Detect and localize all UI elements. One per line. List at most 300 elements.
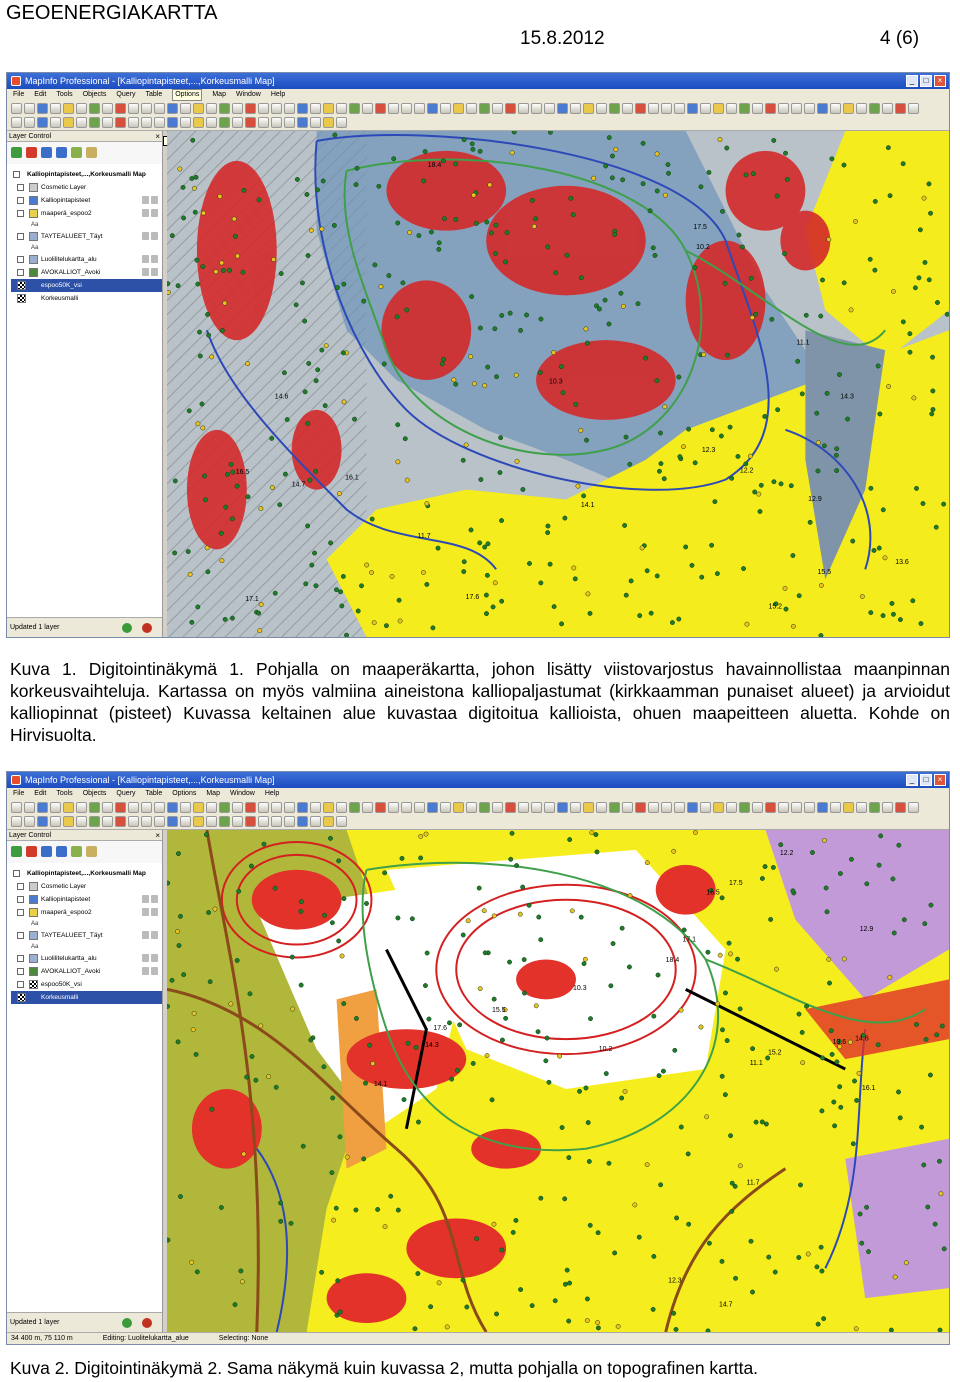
close-icon[interactable]: ×: [155, 132, 160, 141]
toolbar-button[interactable]: [570, 802, 581, 813]
toolbar-button[interactable]: [245, 802, 256, 813]
toolbar-button[interactable]: [284, 103, 295, 114]
minimize-button[interactable]: _: [906, 774, 918, 786]
toolbar-button[interactable]: [453, 802, 464, 813]
toolbar-button[interactable]: [336, 802, 347, 813]
toolbar-button[interactable]: [37, 816, 48, 827]
toolbar-button[interactable]: [466, 103, 477, 114]
toolbar-button[interactable]: [791, 103, 802, 114]
toolbar-button[interactable]: [50, 103, 61, 114]
toolbar-button[interactable]: [908, 103, 919, 114]
add-layer-icon[interactable]: [11, 147, 22, 158]
visibility-checkbox[interactable]: [17, 955, 24, 962]
toolbar-button[interactable]: [440, 802, 451, 813]
toolbar-button[interactable]: [375, 802, 386, 813]
bedrock-point-marker: [594, 832, 598, 836]
toolbar-button[interactable]: [908, 802, 919, 813]
map-window-1[interactable]: [167, 131, 949, 637]
menu-table[interactable]: Table: [145, 91, 163, 98]
visibility-checkbox[interactable]: [17, 184, 24, 191]
menu-window[interactable]: Window: [229, 790, 255, 797]
toolbar-button[interactable]: [154, 802, 165, 813]
toolbar-button[interactable]: [115, 816, 126, 827]
toolbar-button[interactable]: [882, 103, 893, 114]
toolbar-button[interactable]: [271, 117, 282, 128]
toolbar-button[interactable]: [869, 802, 880, 813]
toolbar-button[interactable]: [336, 117, 347, 128]
toolbar-button[interactable]: [505, 802, 516, 813]
toolbar-button[interactable]: [531, 103, 542, 114]
toolbar-button[interactable]: [193, 802, 204, 813]
ok-icon[interactable]: [122, 623, 132, 633]
remove-layer-icon[interactable]: [26, 846, 37, 857]
toolbar-button[interactable]: [388, 802, 399, 813]
visibility-checkbox[interactable]: [17, 932, 24, 939]
toolbar-button[interactable]: [479, 103, 490, 114]
toolbar-button[interactable]: [323, 117, 334, 128]
toolbar-button[interactable]: [271, 816, 282, 827]
close-icon[interactable]: ×: [155, 831, 160, 840]
toolbar-button[interactable]: [219, 103, 230, 114]
toolbar-button[interactable]: [206, 816, 217, 827]
layer-label: espoo50K_vsi: [41, 981, 82, 988]
toolbar-button[interactable]: [258, 103, 269, 114]
bedrock-point-marker: [800, 1030, 804, 1034]
toolbar-button[interactable]: [635, 103, 646, 114]
bedrock-point-marker: [648, 209, 652, 213]
topographic-map[interactable]: [167, 830, 949, 1332]
toolbar-button[interactable]: [674, 103, 685, 114]
toolbar-button[interactable]: [24, 103, 35, 114]
toolbar-button[interactable]: [258, 117, 269, 128]
layer-item[interactable]: [11, 929, 162, 942]
bedrock-point-marker: [462, 137, 466, 141]
toolbar-button[interactable]: [739, 802, 750, 813]
toolbar-button[interactable]: [427, 103, 438, 114]
toolbar-button[interactable]: [50, 117, 61, 128]
cancel-icon[interactable]: [142, 1318, 152, 1328]
visibility-checkbox[interactable]: [17, 256, 24, 263]
toolbar-button[interactable]: [76, 802, 87, 813]
toolbar-button[interactable]: [739, 103, 750, 114]
toolbar-button[interactable]: [154, 103, 165, 114]
layer-control-tools: [7, 142, 162, 164]
toolbar-button[interactable]: [102, 816, 113, 827]
bedrock-point-marker: [758, 509, 762, 513]
toolbar-button[interactable]: [388, 103, 399, 114]
toolbar-button[interactable]: [414, 802, 425, 813]
toolbar-button[interactable]: [336, 103, 347, 114]
toolbar-button[interactable]: [804, 103, 815, 114]
toolbar-button[interactable]: [882, 802, 893, 813]
display-options-icon[interactable]: [86, 147, 97, 158]
toolbar-button[interactable]: [843, 802, 854, 813]
toolbar-button[interactable]: [349, 103, 360, 114]
toolbar-button[interactable]: [843, 103, 854, 114]
toolbar-button[interactable]: [115, 103, 126, 114]
toolbar-button[interactable]: [297, 816, 308, 827]
menu-file[interactable]: File: [13, 790, 25, 797]
bedrock-point-marker: [784, 607, 788, 611]
toolbar-button[interactable]: [50, 802, 61, 813]
toolbar-button[interactable]: [765, 802, 776, 813]
toolbar-button[interactable]: [115, 802, 126, 813]
toolbar-button[interactable]: [141, 103, 152, 114]
visibility-checkbox[interactable]: [17, 210, 24, 217]
toolbar-button[interactable]: [557, 802, 568, 813]
layer-item[interactable]: [11, 965, 162, 978]
bedrock-point-marker: [324, 343, 328, 347]
toolbar-button[interactable]: [492, 802, 503, 813]
move-up-icon[interactable]: [41, 846, 52, 857]
toolbar-button[interactable]: [713, 103, 724, 114]
toolbar-button[interactable]: [544, 802, 555, 813]
toolbar-button[interactable]: [648, 103, 659, 114]
bedrock-point-marker: [331, 1218, 335, 1222]
toolbar-button[interactable]: [791, 802, 802, 813]
toolbar-button[interactable]: [401, 103, 412, 114]
move-up-icon[interactable]: [41, 147, 52, 158]
layer-item-selected[interactable]: [11, 991, 162, 1004]
toolbar-button[interactable]: [232, 802, 243, 813]
toolbar-button[interactable]: [89, 816, 100, 827]
toolbar-button[interactable]: [167, 816, 178, 827]
menu-options[interactable]: Options: [172, 790, 197, 797]
maximize-button[interactable]: □: [920, 774, 932, 786]
toolbar-button[interactable]: [245, 816, 256, 827]
toolbar-button[interactable]: [24, 802, 35, 813]
bedrock-point-marker: [470, 142, 474, 146]
move-down-icon[interactable]: [56, 846, 67, 857]
toolbar-button[interactable]: [180, 117, 191, 128]
toolbar-button[interactable]: [89, 802, 100, 813]
toolbar-button[interactable]: [167, 117, 178, 128]
bedrock-point-marker: [890, 601, 894, 605]
layer-map-root[interactable]: [11, 168, 162, 181]
toolbar-button[interactable]: [778, 103, 789, 114]
toolbar-button[interactable]: [63, 103, 74, 114]
toolbar-button[interactable]: [648, 802, 659, 813]
toolbar-button[interactable]: [752, 802, 763, 813]
toolbar-button[interactable]: [297, 103, 308, 114]
toolbar-button[interactable]: [518, 103, 529, 114]
toolbar-button[interactable]: [661, 802, 672, 813]
toolbar-button[interactable]: [674, 802, 685, 813]
menu-help[interactable]: Help: [270, 91, 286, 98]
toolbar-button[interactable]: [765, 103, 776, 114]
toolbar-button[interactable]: [206, 103, 217, 114]
menu-window[interactable]: Window: [235, 91, 261, 98]
toolbar-button[interactable]: [193, 117, 204, 128]
expand-icon[interactable]: [13, 870, 20, 877]
bedrock-point-marker: [651, 1307, 655, 1311]
toolbar-button[interactable]: [687, 802, 698, 813]
toolbar-button[interactable]: [609, 802, 620, 813]
menu-query[interactable]: Query: [116, 91, 136, 98]
visibility-checkbox[interactable]: [17, 197, 24, 204]
toolbar-button[interactable]: [297, 117, 308, 128]
toolbar-button[interactable]: [219, 802, 230, 813]
menu-file[interactable]: File: [13, 91, 25, 98]
toolbar-button[interactable]: [180, 103, 191, 114]
toolbar-button[interactable]: [141, 117, 152, 128]
toolbar-button[interactable]: [232, 816, 243, 827]
toolbar-button[interactable]: [193, 103, 204, 114]
maximize-button[interactable]: □: [920, 75, 932, 87]
toolbar-button[interactable]: [375, 103, 386, 114]
toolbar-button[interactable]: [219, 816, 230, 827]
toolbar-button[interactable]: [323, 103, 334, 114]
layer-item[interactable]: [11, 207, 162, 220]
toolbar-button[interactable]: [440, 103, 451, 114]
visibility-checkbox[interactable]: [17, 883, 24, 890]
toolbar-button[interactable]: [193, 816, 204, 827]
toolbar-button[interactable]: [726, 103, 737, 114]
toolbar-button[interactable]: [89, 117, 100, 128]
toolbar-button[interactable]: [479, 802, 490, 813]
toolbar-button[interactable]: [817, 802, 828, 813]
toolbar-button[interactable]: [583, 103, 594, 114]
bedrock-point-marker: [219, 1205, 223, 1209]
toolbar-button[interactable]: [557, 103, 568, 114]
layer-item[interactable]: [11, 230, 162, 243]
toolbar-button[interactable]: [570, 103, 581, 114]
toolbar-button[interactable]: [76, 816, 87, 827]
elevation-map[interactable]: [167, 131, 949, 637]
toolbar-button[interactable]: [102, 117, 113, 128]
menu-edit[interactable]: Edit: [34, 790, 47, 797]
toolbar-button[interactable]: [63, 117, 74, 128]
menu-edit[interactable]: Edit: [34, 91, 47, 98]
toolbar-button[interactable]: [24, 816, 35, 827]
toolbar-button[interactable]: [76, 103, 87, 114]
bedrock-point-marker: [815, 1265, 819, 1269]
toolbar-button[interactable]: [271, 802, 282, 813]
toolbar-button[interactable]: [414, 103, 425, 114]
toolbar-button[interactable]: [11, 117, 22, 128]
layer-properties-icon[interactable]: [71, 846, 82, 857]
toolbar-button[interactable]: [89, 103, 100, 114]
toolbar-button[interactable]: [284, 117, 295, 128]
toolbar-button[interactable]: [37, 802, 48, 813]
toolbar-button[interactable]: [128, 802, 139, 813]
menu-map[interactable]: Map: [206, 790, 220, 797]
menu-map[interactable]: Map: [212, 91, 226, 98]
layer-item[interactable]: [11, 292, 162, 305]
toolbar-button[interactable]: [115, 117, 126, 128]
toolbar-button[interactable]: [427, 802, 438, 813]
toolbar-button[interactable]: [505, 103, 516, 114]
ok-icon[interactable]: [122, 1318, 132, 1328]
minimize-button[interactable]: _: [906, 75, 918, 87]
toolbar-button[interactable]: [76, 117, 87, 128]
toolbar-button[interactable]: [778, 802, 789, 813]
toolbar-button[interactable]: [24, 117, 35, 128]
visibility-checkbox[interactable]: [17, 233, 24, 240]
bedrock-point-marker: [466, 919, 470, 923]
toolbar-button[interactable]: [310, 103, 321, 114]
toolbar-button[interactable]: [635, 802, 646, 813]
toolbar-button[interactable]: [284, 802, 295, 813]
toolbar-button[interactable]: [11, 103, 22, 114]
toolbar-button[interactable]: [232, 117, 243, 128]
visibility-checkbox[interactable]: [17, 269, 24, 276]
toolbar-button[interactable]: [154, 117, 165, 128]
toolbar-button[interactable]: [128, 117, 139, 128]
layer-item[interactable]: [11, 266, 162, 279]
layer-item[interactable]: [11, 181, 162, 194]
bedrock-point-marker: [827, 981, 831, 985]
menu-query[interactable]: Query: [116, 790, 136, 797]
toolbar-button[interactable]: [687, 103, 698, 114]
cancel-icon[interactable]: [142, 623, 152, 633]
toolbar-button[interactable]: [258, 816, 269, 827]
toolbar-button[interactable]: [310, 816, 321, 827]
toolbar-button[interactable]: [167, 103, 178, 114]
toolbar-button[interactable]: [726, 802, 737, 813]
toolbar-button[interactable]: [258, 802, 269, 813]
toolbar-button[interactable]: [804, 802, 815, 813]
layer-label: AVOKALLIOT_Avoki: [41, 968, 101, 975]
close-button[interactable]: ×: [934, 774, 946, 786]
toolbar-button[interactable]: [310, 117, 321, 128]
add-layer-icon[interactable]: [11, 846, 22, 857]
status-editing[interactable]: Editing: Luolitelukartta_alue: [102, 1335, 189, 1342]
toolbar-button[interactable]: [869, 103, 880, 114]
layer-item[interactable]: [11, 906, 162, 919]
toolbar-button[interactable]: [154, 816, 165, 827]
layer-item[interactable]: [11, 253, 162, 266]
toolbar-button[interactable]: [661, 103, 672, 114]
layer-item[interactable]: [11, 893, 162, 906]
move-down-icon[interactable]: [56, 147, 67, 158]
bedrock-point-marker: [428, 1305, 432, 1309]
toolbar-button[interactable]: [336, 816, 347, 827]
toolbar-button[interactable]: [895, 103, 906, 114]
toolbar-button[interactable]: [856, 103, 867, 114]
menu-table[interactable]: Table: [145, 790, 163, 797]
toolbar-button[interactable]: [206, 802, 217, 813]
toolbar-button[interactable]: [531, 802, 542, 813]
toolbar-button[interactable]: [37, 103, 48, 114]
toolbar-button[interactable]: [752, 103, 763, 114]
layer-label: maaperä_espoo2: [41, 909, 92, 916]
toolbar-button[interactable]: [297, 802, 308, 813]
toolbar-button[interactable]: [167, 802, 178, 813]
status-selecting[interactable]: Selecting: None: [218, 1335, 269, 1342]
toolbar-button[interactable]: [50, 816, 61, 827]
layer-map-root[interactable]: [11, 867, 162, 880]
toolbar-button[interactable]: [817, 103, 828, 114]
bedrock-point-marker: [271, 257, 275, 261]
toolbar-button[interactable]: [323, 802, 334, 813]
menu-objects[interactable]: Objects: [82, 91, 107, 98]
toolbar-button[interactable]: [323, 816, 334, 827]
remove-layer-icon[interactable]: [26, 147, 37, 158]
menu-options[interactable]: Options: [172, 89, 202, 101]
toolbar-button[interactable]: [544, 103, 555, 114]
visibility-checkbox[interactable]: [17, 968, 24, 975]
toolbar-button[interactable]: [583, 802, 594, 813]
toolbar-button[interactable]: [180, 802, 191, 813]
bedrock-point-marker: [283, 472, 287, 476]
layer-item[interactable]: [11, 880, 162, 893]
visibility-checkbox[interactable]: [17, 896, 24, 903]
toolbar-button[interactable]: [596, 802, 607, 813]
bedrock-point-marker: [494, 1312, 498, 1316]
toolbar-button[interactable]: [362, 103, 373, 114]
toolbar-button[interactable]: [232, 103, 243, 114]
toolbar-button[interactable]: [830, 103, 841, 114]
toolbar-button[interactable]: [128, 103, 139, 114]
toolbar-button[interactable]: [362, 802, 373, 813]
bedrock-point-marker: [514, 1218, 518, 1222]
visibility-checkbox[interactable]: [17, 909, 24, 916]
layer-item-selected[interactable]: [11, 279, 162, 292]
toolbar-button[interactable]: [271, 103, 282, 114]
expand-icon[interactable]: [13, 171, 20, 178]
layer-item[interactable]: [11, 978, 162, 991]
toolbar-button[interactable]: [102, 103, 113, 114]
toolbar-button[interactable]: [245, 117, 256, 128]
toolbar-button[interactable]: [622, 802, 633, 813]
toolbar-button[interactable]: [713, 802, 724, 813]
toolbar-button[interactable]: [219, 117, 230, 128]
toolbar-button[interactable]: [128, 816, 139, 827]
toolbar-button[interactable]: [141, 816, 152, 827]
toolbar-button[interactable]: [180, 816, 191, 827]
toolbar-button[interactable]: [492, 103, 503, 114]
toolbar-button[interactable]: [466, 802, 477, 813]
toolbar-button[interactable]: [206, 117, 217, 128]
toolbar-button[interactable]: [856, 802, 867, 813]
bedrock-point-marker: [196, 282, 200, 286]
menu-tools[interactable]: Tools: [56, 91, 73, 98]
toolbar-button[interactable]: [453, 103, 464, 114]
toolbar-button[interactable]: [518, 802, 529, 813]
menu-help[interactable]: Help: [264, 790, 280, 797]
toolbar-button[interactable]: [11, 816, 22, 827]
toolbar-button[interactable]: [700, 802, 711, 813]
toolbar-button[interactable]: [401, 802, 412, 813]
toolbar-button[interactable]: [622, 103, 633, 114]
close-button[interactable]: ×: [934, 75, 946, 87]
visibility-checkbox[interactable]: [17, 981, 24, 988]
toolbar-button[interactable]: [830, 802, 841, 813]
display-options-icon[interactable]: [86, 846, 97, 857]
toolbar-button[interactable]: [700, 103, 711, 114]
layer-item[interactable]: [11, 952, 162, 965]
toolbar-button[interactable]: [895, 802, 906, 813]
toolbar-button[interactable]: [11, 802, 22, 813]
toolbar-button[interactable]: [245, 103, 256, 114]
toolbar-button[interactable]: [141, 802, 152, 813]
menu-tools[interactable]: Tools: [56, 790, 73, 797]
layer-properties-icon[interactable]: [71, 147, 82, 158]
toolbar-button[interactable]: [596, 103, 607, 114]
toolbar-button[interactable]: [37, 117, 48, 128]
toolbar-button[interactable]: [284, 816, 295, 827]
map-window-2[interactable]: [167, 830, 949, 1332]
toolbar-button[interactable]: [349, 802, 360, 813]
toolbar-button[interactable]: [609, 103, 620, 114]
toolbar-button[interactable]: [102, 802, 113, 813]
toolbar-button[interactable]: [63, 816, 74, 827]
toolbar-button[interactable]: [310, 802, 321, 813]
layer-item[interactable]: [11, 194, 162, 207]
menu-objects[interactable]: Objects: [82, 790, 107, 797]
toolbar-button[interactable]: [63, 802, 74, 813]
